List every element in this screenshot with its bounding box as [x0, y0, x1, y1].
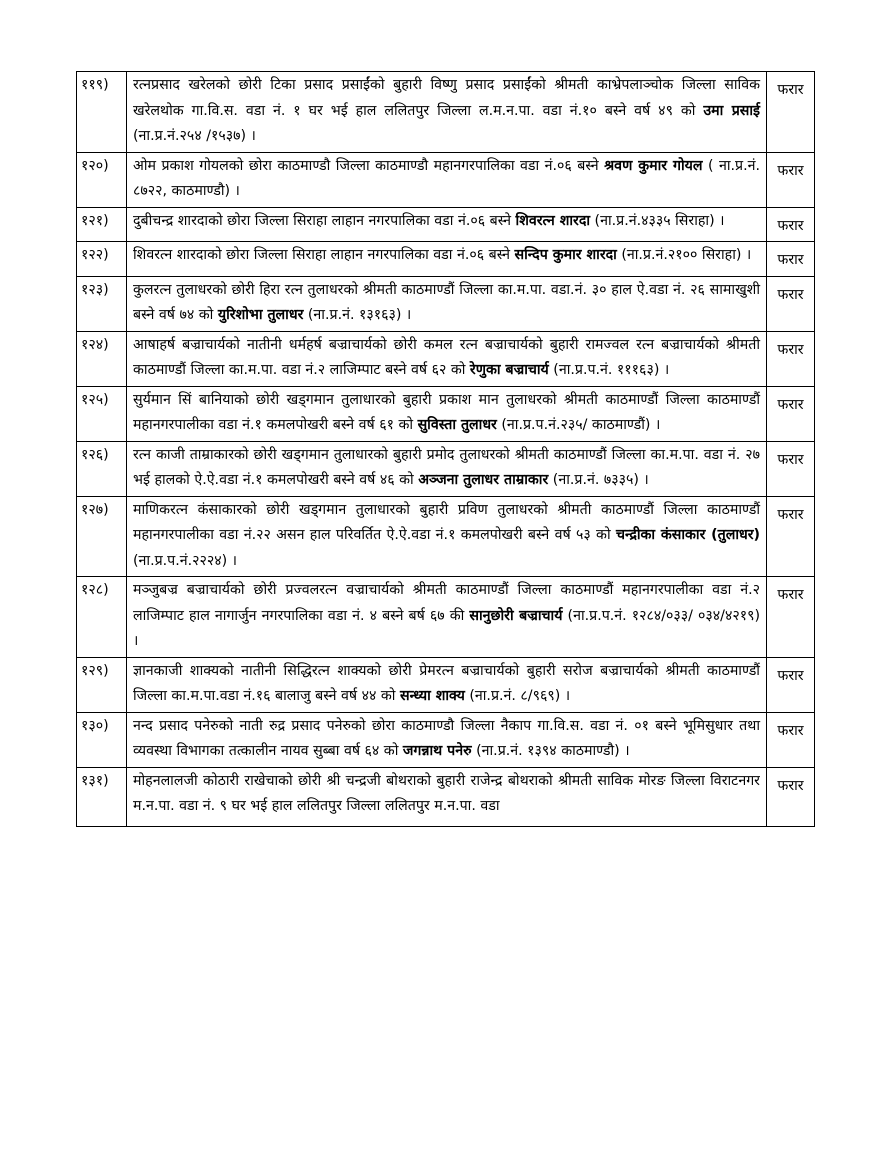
table-row	[77, 657, 815, 712]
row-description	[127, 276, 767, 331]
person-name: जगन्नाथ पनेरु	[402, 743, 472, 759]
row-description	[127, 152, 767, 207]
citizenship-reference: (ना.प्र.नं.२१०० सिराहा) ।	[616, 247, 752, 263]
row-description	[127, 496, 767, 577]
citizenship-reference: (ना.प्र.प.नं.२२२४) ।	[133, 552, 238, 569]
description-text: रत्न काजी ताम्राकारको छोरी खड्गमान तुलाधारको बुहारी प्रमोद तुलाधरको श्रीमती काठमाण्डौं जिल्ला का.म.पा. वडा नं. २७ भई हालको ऐ.ऐ.वडा नं.१ कमलपोखरी बस्ने वर्ष ४६ को	[133, 446, 760, 488]
table-row	[77, 242, 815, 277]
status-cell: फरार	[767, 152, 815, 207]
status-cell: फरार	[767, 276, 815, 331]
row-description	[127, 767, 767, 826]
table-row	[77, 441, 815, 496]
status-cell: फरार	[767, 441, 815, 496]
row-description	[127, 712, 767, 767]
citizenship-reference: (ना.प्र.नं. १३१६३) ।	[303, 307, 412, 323]
person-name: सन्दिप कुमार शारदा	[514, 247, 617, 263]
row-number: १२०)	[77, 152, 127, 207]
description-text: सुर्यमान सिं बानियाको छोरी खड्गमान तुलाधारको बुहारी प्रकाश मान तुलाधरको श्रीमती काठमाण्डौं जिल्ला काठमाण्डौं महानगरपालीका वडा नं.१ कमलपोखरी बस्ने वर्ष ६१ को	[133, 391, 760, 433]
status-cell: फरार	[767, 577, 815, 658]
description-text: माणिकरत्न कंसाकारको छोरी खड्गमान तुलाधारको बुहारी प्रविण तुलाधरको श्रीमती काठमाण्डौं जिल्ला काठमाण्डौं महानगरपालीका वडा नं.२२ असन हाल परिवर्तित ऐ.ऐ.वडा नं.१ कमलपोखरी बस्ने वर्ष ५३ को	[133, 501, 760, 543]
row-number: १२९)	[77, 657, 127, 712]
document-page	[76, 71, 814, 827]
records-body	[77, 72, 815, 827]
person-name: शिवरत्न शारदा	[515, 212, 591, 229]
citizenship-reference: (ना.प्र.नं.४३३५ सिराहा) ।	[590, 212, 725, 229]
person-name: युरिशोभा तुलाधर	[217, 307, 304, 323]
description-clip	[133, 769, 760, 819]
status-cell: फरार	[767, 72, 815, 153]
table-row	[77, 72, 815, 153]
row-description	[127, 331, 767, 386]
row-number: १२२)	[77, 242, 127, 277]
absconder-records-table	[76, 71, 815, 827]
citizenship-reference: (ना.प्र.प.नं.२३५/ काठमाण्डौं) ।	[496, 417, 661, 433]
status-cell: फरार	[767, 207, 815, 242]
person-name: सानुछोरी बज्राचार्य	[469, 607, 563, 624]
status-cell: फरार	[767, 242, 815, 277]
citizenship-reference: ( ना.प्र.नं. ८७२२, काठमाण्डौ) ।	[133, 157, 761, 199]
person-name: उमा प्रसाई	[703, 102, 760, 119]
row-description	[127, 207, 767, 242]
table-row	[77, 207, 815, 242]
person-name: सुविस्ता तुलाधर	[417, 417, 497, 433]
row-number: ११९)	[77, 72, 127, 153]
status-cell: फरार	[767, 496, 815, 577]
status-cell: फरार	[767, 331, 815, 386]
person-name: चन्द्रीका कंसाकार (तुलाधर)	[615, 527, 760, 543]
status-cell: फरार	[767, 657, 815, 712]
row-description	[127, 242, 767, 277]
table-row	[77, 712, 815, 767]
person-name: अञ्जना तुलाधर ताम्राकार	[418, 472, 549, 488]
row-number: १२७)	[77, 496, 127, 577]
row-number: १३१)	[77, 767, 127, 826]
description-text: मोहनलालजी कोठारी राखेचाको छोरी श्री चन्द्रजी बोथराको बुहारी राजेन्द्र बोथराको श्रीमती साविक मोरङ जिल्ला विराटनगर म.न.पा. वडा नं. ९ घर भई हाल ललितपुर जिल्ला ललितपुर म.न.पा. वडा	[133, 772, 760, 814]
description-text: दुबीचन्द्र शारदाको छोरा जिल्ला सिराहा लाहान नगरपालिका वडा नं.०६ बस्ने	[133, 212, 516, 229]
row-number: १२३)	[77, 276, 127, 331]
table-row	[77, 577, 815, 658]
table-row	[77, 331, 815, 386]
description-text: नन्द प्रसाद पनेरुको नाती रुद्र प्रसाद पनेरुको छोरा काठमाण्डौ जिल्ला नैकाप गा.वि.स. वडा नं. ०१ बस्ने भूमिसुधार तथा व्यवस्था विभागका तत्कालीन नायव सुब्बा वर्ष ६४ को	[133, 717, 760, 759]
row-description	[127, 441, 767, 496]
row-number: १२८)	[77, 577, 127, 658]
table-row	[77, 152, 815, 207]
person-name: सन्ध्या शाक्य	[400, 688, 465, 704]
description-text: ज्ञानकाजी शाक्यको नातीनी सिद्धिरत्न शाक्यको छोरी प्रेमरत्न बज्राचार्यको बुहारी सरोज बज्राचार्यको श्रीमती काठमाण्डौं जिल्ला का.म.पा.वडा नं.१६ बालाजु बस्ने वर्ष ४४ को	[133, 662, 760, 704]
row-number: १२४)	[77, 331, 127, 386]
description-text: शिवरत्न शारदाको छोरा जिल्ला सिराहा लाहान नगरपालिका वडा नं.०६ बस्ने	[133, 247, 515, 263]
status-cell: फरार	[767, 386, 815, 441]
description-text: ओम प्रकाश गोयलको छोरा काठमाण्डौ जिल्ला काठमाण्डौ महानगरपालिका वडा नं.०६ बस्ने	[133, 157, 605, 174]
citizenship-reference: (ना.प्र.नं. ८/९६९) ।	[464, 688, 571, 704]
table-row	[77, 496, 815, 577]
status-cell: फरार	[767, 712, 815, 767]
row-description	[127, 577, 767, 658]
person-name: श्रवण कुमार गोयल	[604, 157, 703, 174]
row-number: १२१)	[77, 207, 127, 242]
status-cell: फरार	[767, 767, 815, 826]
table-row	[77, 276, 815, 331]
row-number: १२६)	[77, 441, 127, 496]
row-description	[127, 72, 767, 153]
row-number: १२५)	[77, 386, 127, 441]
row-description	[127, 657, 767, 712]
citizenship-reference: (ना.प्र.प.नं. १११६३) ।	[548, 362, 670, 378]
citizenship-reference: (ना.प्र.प.नं. १२८४/०३३/ ०३४/४२१९) ।	[133, 607, 760, 649]
row-number: १३०)	[77, 712, 127, 767]
citizenship-reference: (ना.प्र.नं. १३९४ काठमाण्डौ) ।	[471, 743, 630, 759]
description-text: मञ्जुबज्र बज्राचार्यको छोरी प्रज्वलरत्न वज्राचार्यको श्रीमती काठमाण्डौं जिल्ला काठमाण्डौं महानगरपालीका वडा नं.२ लाजिम्पाट हाल नागार्जुन नगरपालिका वडा नं. ४ बस्ने बर्ष ६७ की	[133, 582, 760, 624]
person-name: रेणुका बज्राचार्य	[469, 362, 549, 378]
description-text: रत्नप्रसाद खरेलको छोरी टिका प्रसाद प्रसाईंको बुहारी विष्णु प्रसाद प्रसाईंको श्रीमती काभ्रेपलाञ्चोक जिल्ला साविक खरेलथोक गा.वि.स. वडा नं. १ घर भई हाल ललितपुर जिल्ला ल.म.न.पा. वडा नं.१० बस्ने वर्ष ४९ को	[133, 77, 760, 119]
citizenship-reference: (ना.प्र.नं. ७३३५) ।	[548, 472, 649, 488]
row-description	[127, 386, 767, 441]
citizenship-reference: (ना.प्र.नं.२५४ /१५३७) ।	[133, 128, 256, 144]
table-row	[77, 767, 815, 826]
description-text: आषाहर्ष बज्राचार्यको नातीनी धर्महर्ष बज्राचार्यको छोरी कमल रत्न बज्राचार्यको बुहारी रामज्वल रत्न बज्राचार्यको श्रीमती काठमाण्डौं जिल्ला का.म.पा. वडा नं.२ लाजिम्पाट बस्ने वर्ष ६२ को	[133, 336, 760, 378]
table-row	[77, 386, 815, 441]
description-text: कुलरत्न तुलाधरको छोरी हिरा रत्न तुलाधरको श्रीमती काठमाण्डौं जिल्ला का.म.पा. वडा.नं. ३० हाल ऐ.वडा नं. २६ सामाखुशी बस्ने वर्ष ७४ को	[133, 281, 760, 323]
